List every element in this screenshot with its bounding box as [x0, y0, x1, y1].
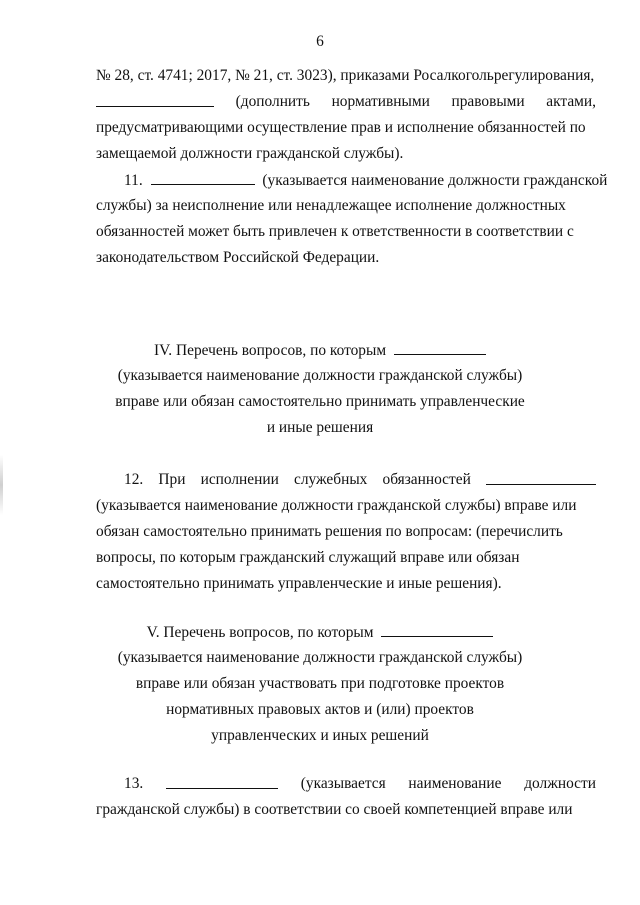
page-number: 6 [316, 33, 324, 50]
p11-line-2: службы) за неисполнение или ненадлежащее исполнение должностных [96, 197, 566, 214]
p12-line-2: (указывается наименование должности гражданской службы) вправе или [96, 497, 577, 514]
section-4-title-line-1: IV. Перечень вопросов, по которым [0, 340, 640, 361]
p12-line-3: обязан самостоятельно принимать решения по вопросам: (перечислить [96, 523, 563, 540]
fill-in-blank [486, 470, 596, 485]
section-5-title-line-5: управленческих и иных решений [211, 727, 429, 744]
section-5-title-line-1: V. Перечень вопросов, по которым [0, 622, 640, 643]
p12-line-1: 12. При исполнении служебных обязанностей [124, 470, 596, 490]
fill-in-blank [166, 774, 278, 789]
section-4-title-line-2: (указывается наименование должности гражданской службы) [117, 367, 523, 384]
fill-in-blank [394, 340, 486, 355]
p11-line-3: обязанностей может быть привлечен к ответственности в соответствии с [96, 223, 574, 240]
section-5-title-line-2: (указывается наименование должности гражданской службы) [117, 649, 523, 666]
fill-in-blank [151, 170, 255, 185]
p12-line-4: вопросы, по которым гражданский служащий вправе или обязан [96, 549, 520, 566]
p11-line-1: 11. (указывается наименование должности гражданской [124, 172, 608, 189]
p13-line-2: гражданской службы) в соответствии со своей компетенцией вправе или [96, 801, 573, 818]
fill-in-blank [96, 92, 214, 107]
section-4-title-line-4: и иные решения [266, 419, 374, 436]
p10-line-1: № 28, ст. 4741; 2017, № 21, ст. 3023), приказами Росалкогольрегулирования, [96, 67, 595, 84]
section-5-title-line-3: вправе или обязан участвовать при подготовке проектов [135, 675, 505, 692]
p10-line-4: замещаемой должности гражданской службы). [96, 145, 404, 162]
p10-line-3: предусматривающими осуществление прав и исполнение обязанностей по [96, 119, 586, 136]
section-4-title-line-3: вправе или обязан самостоятельно принимать управленческие [115, 393, 525, 410]
p10-line-2: (дополнить нормативными правовыми актами, [96, 92, 596, 112]
p13-line-1: 13. (указывается наименование должности [124, 775, 596, 792]
scan-edge-mark [0, 455, 3, 515]
fill-in-blank [381, 622, 493, 637]
section-5-title-line-4: нормативных правовых актов и (или) проектов [166, 701, 474, 718]
p12-line-5: самостоятельно принимать управленческие и иные решения). [96, 575, 502, 592]
p11-line-4: законодательством Российской Федерации. [96, 249, 380, 266]
